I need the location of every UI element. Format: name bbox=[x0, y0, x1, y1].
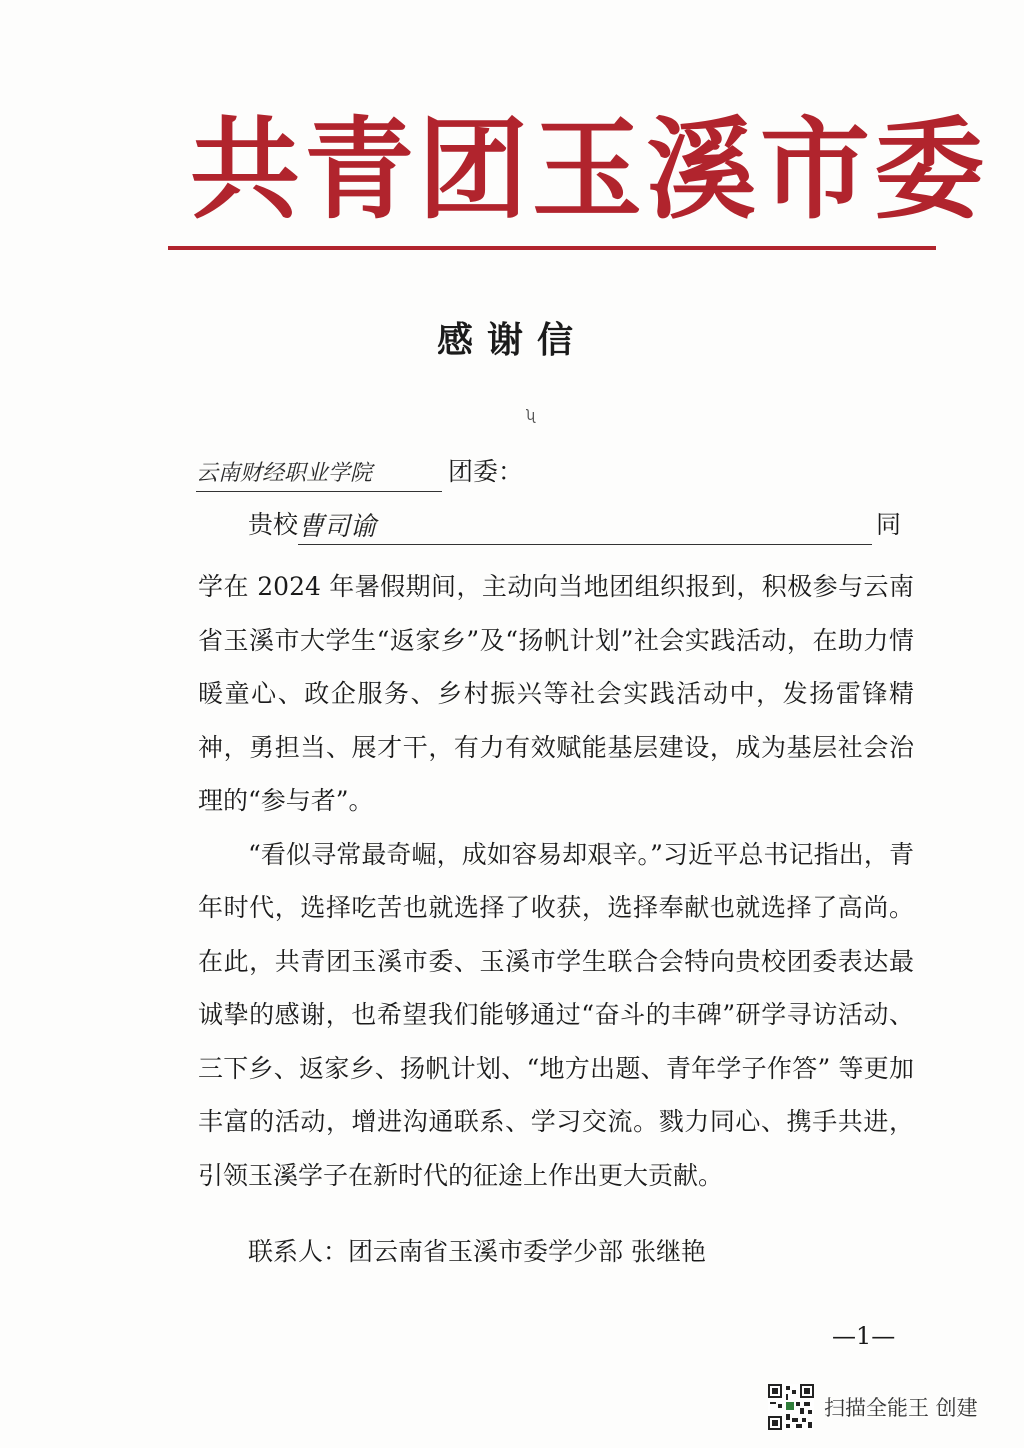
letter-body bbox=[198, 560, 914, 1202]
student-line-tail: 同 bbox=[876, 510, 902, 539]
addressee-suffix: 团委： bbox=[448, 457, 524, 486]
body-paragraph-2: “看似寻常最奇崛，成如容易却艰辛。”习近平总书记指出，青年时代，选择吃苦也就选择了收获，选择奉献也就选择了高尚。在此，共青团玉溪市委、玉溪市学生联合会特向贵校团委表达最诚挚的感谢，也希望我们能够通过“奋斗的丰碑”研学寻访活动、三下乡、返家乡、扬帆计划、“地方出题、青年学子作答” 等更加丰富的活动，增进沟通联系、学习交流。戮力同心、携手共进，引领玉溪学子在新时代的征途上作出更大贡献。 bbox=[198, 839, 914, 1190]
contact-line: 联系人：团云南省玉溪市委学少部 张继艳 bbox=[248, 1237, 706, 1266]
student-line bbox=[248, 505, 913, 545]
body-paragraph-1: 学在 2024 年暑假期间，主动向当地团组织报到，积极参与云南省玉溪市大学生“返家乡”及“扬帆计划”社会实践活动，在助力情暖童心、政企服务、乡村振兴等社会实践活动中，发扬雷锋精神，勇担当、展才干，有力有效赋能基层建设，成为基层社会治理的“参与者”。 bbox=[198, 572, 914, 815]
stray-mark: ʯ bbox=[526, 408, 536, 424]
letterhead-red-rule bbox=[168, 246, 936, 250]
school-name-handwritten: 云南财经职业学院 bbox=[196, 457, 442, 492]
student-line-prefix: 贵校 bbox=[248, 510, 299, 539]
letterhead-title: 共青团玉溪市委 bbox=[190, 105, 988, 234]
scanner-watermark bbox=[768, 1384, 978, 1430]
scanner-watermark-text: 扫描全能王 创建 bbox=[824, 1396, 978, 1420]
page-number: —1— bbox=[832, 1322, 896, 1350]
letter-title: 感谢信 bbox=[436, 319, 587, 361]
student-name-handwritten: 曹司谕 bbox=[298, 510, 872, 545]
qr-code-icon bbox=[768, 1384, 814, 1430]
addressee-line bbox=[196, 452, 523, 492]
